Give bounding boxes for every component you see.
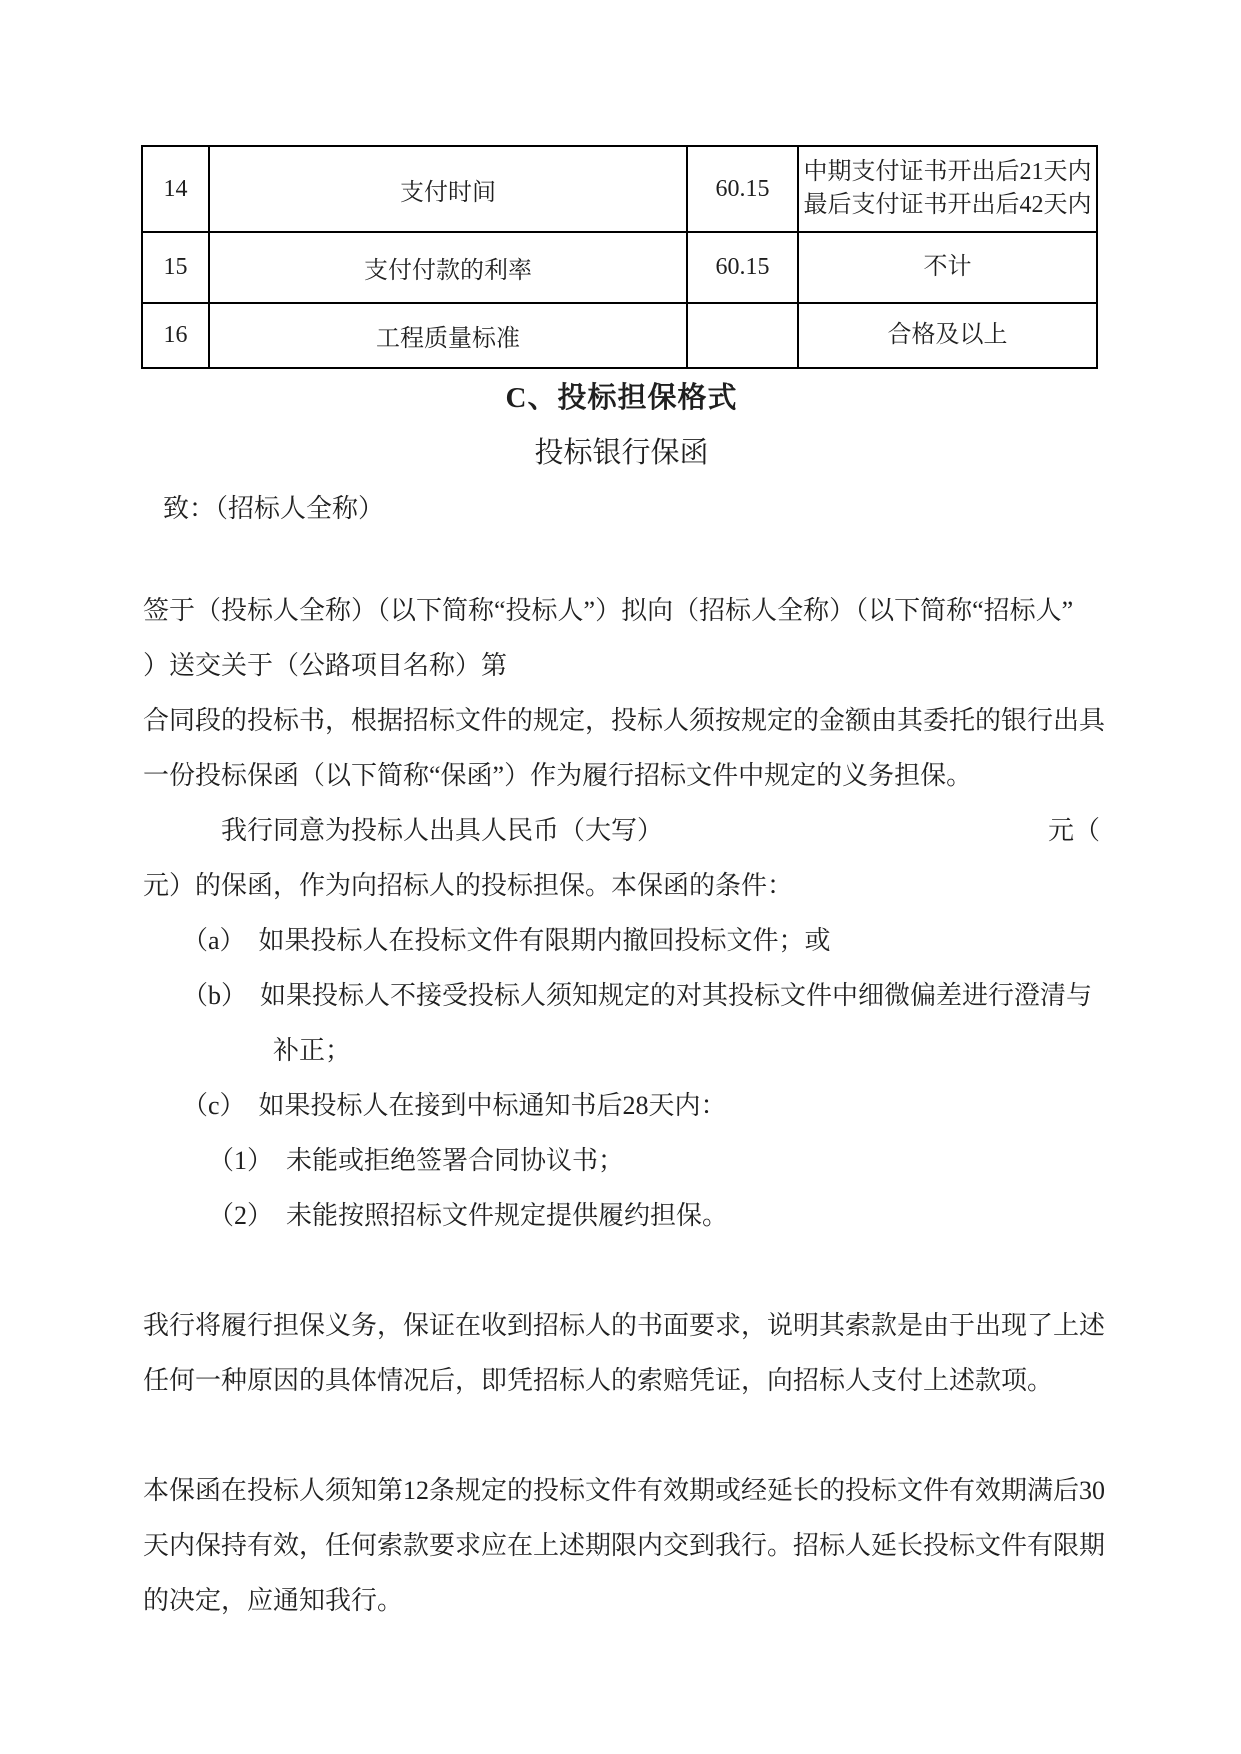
salutation-line: 致：（招标人全称） <box>163 494 385 523</box>
item-value-line: 最后支付证书开出后42天内 <box>803 192 1092 218</box>
body-text-line <box>143 1463 1106 1518</box>
body-line-text: （c） 如果投标人在接到中标通知书后28天内： <box>143 1091 727 1120</box>
clause-ref-cell <box>687 303 798 368</box>
body-text-line <box>143 1133 1100 1188</box>
body-line-text: 天内保持有效，任何索款要求应在上述期限内交到我行。招标人延长投标文件有限期 <box>143 1531 1106 1560</box>
table-row <box>142 303 1097 368</box>
body-line-text: ）送交关于（公路项目名称）第 <box>143 651 508 680</box>
body-text-line <box>143 803 1100 858</box>
row-number-cell: 15 <box>142 232 209 303</box>
body-text-line <box>143 1023 1100 1078</box>
blank-line <box>143 1243 1100 1298</box>
bid-conditions-table <box>141 145 1098 369</box>
row-number-cell: 16 <box>142 303 209 368</box>
item-name-cell: 工程质量标准 <box>209 303 687 368</box>
body-line-text: （b） 如果投标人不接受投标人须知规定的对其投标文件中细微偏差进行澄清与 <box>143 981 1093 1010</box>
body-text-line <box>143 1078 1100 1133</box>
body-text-line <box>143 1518 1106 1573</box>
body-text-line <box>143 583 1100 638</box>
body-text-line <box>143 913 1100 968</box>
body-line-text: （2） 未能按照招标文件规定提供履约担保。 <box>143 1201 729 1230</box>
body-text-line <box>143 1188 1100 1243</box>
body-line-right-text: 元（ <box>1047 816 1100 845</box>
item-value-line: 不计 <box>923 254 972 280</box>
table-row <box>142 146 1097 232</box>
guarantee-body <box>143 583 1106 1628</box>
body-line-text: 本保函在投标人须知第12条规定的投标文件有效期或经延长的投标文件有效期满后30 <box>143 1476 1106 1505</box>
body-text-line <box>143 1353 1100 1408</box>
section-heading: C、投标担保格式 <box>505 382 738 414</box>
item-value-cell <box>798 232 1097 303</box>
body-line-text: 签于（投标人全称）（以下简称“投标人”）拟向（招标人全称）（以下简称“招标人” <box>143 596 1074 625</box>
body-text-line <box>143 693 1106 748</box>
body-line-text: 的决定，应通知我行。 <box>143 1586 404 1615</box>
item-value-cell <box>798 303 1097 368</box>
body-text-line <box>143 638 1100 693</box>
body-line-text: 我行将履行担保义务，保证在收到招标人的书面要求，说明其索款是由于出现了上述 <box>143 1311 1106 1340</box>
row-number-cell: 14 <box>142 146 209 232</box>
body-line-text: 补正； <box>143 1036 352 1065</box>
sub-heading: 投标银行保函 <box>534 437 709 469</box>
body-line-text: 我行同意为投标人出具人民币（大写） <box>143 816 664 845</box>
item-value-line: 合格及以上 <box>887 322 1008 348</box>
clause-ref-cell: 60.15 <box>687 232 798 303</box>
clause-ref-cell: 60.15 <box>687 146 798 232</box>
item-name-cell: 支付时间 <box>209 146 687 232</box>
item-value-line: 中期支付证书开出后21天内 <box>803 159 1092 185</box>
body-text-line <box>143 968 1100 1023</box>
item-name-cell: 支付付款的利率 <box>209 232 687 303</box>
body-text-line <box>143 858 1100 913</box>
body-line-text: （a） 如果投标人在投标文件有限期内撤回投标文件；或 <box>143 926 831 955</box>
body-text-line <box>143 1573 1100 1628</box>
bid-conditions-table-body <box>142 146 1097 368</box>
body-line-text: 任何一种原因的具体情况后，即凭招标人的索赔凭证，向招标人支付上述款项。 <box>143 1366 1054 1395</box>
body-line-text: 元）的保函，作为向招标人的投标担保。本保函的条件： <box>143 871 794 900</box>
item-value-cell <box>798 146 1097 232</box>
body-line-text: 合同段的投标书，根据招标文件的规定，投标人须按规定的金额由其委托的银行出具 <box>143 706 1106 735</box>
body-line-text: 一份投标保函（以下简称“保函”）作为履行招标文件中规定的义务担保。 <box>143 761 973 790</box>
table-row <box>142 232 1097 303</box>
body-text-line <box>143 1298 1106 1353</box>
body-line-text: （1） 未能或拒绝签署合同协议书； <box>143 1146 625 1175</box>
body-text-line <box>143 748 1100 803</box>
blank-line <box>143 1408 1100 1463</box>
